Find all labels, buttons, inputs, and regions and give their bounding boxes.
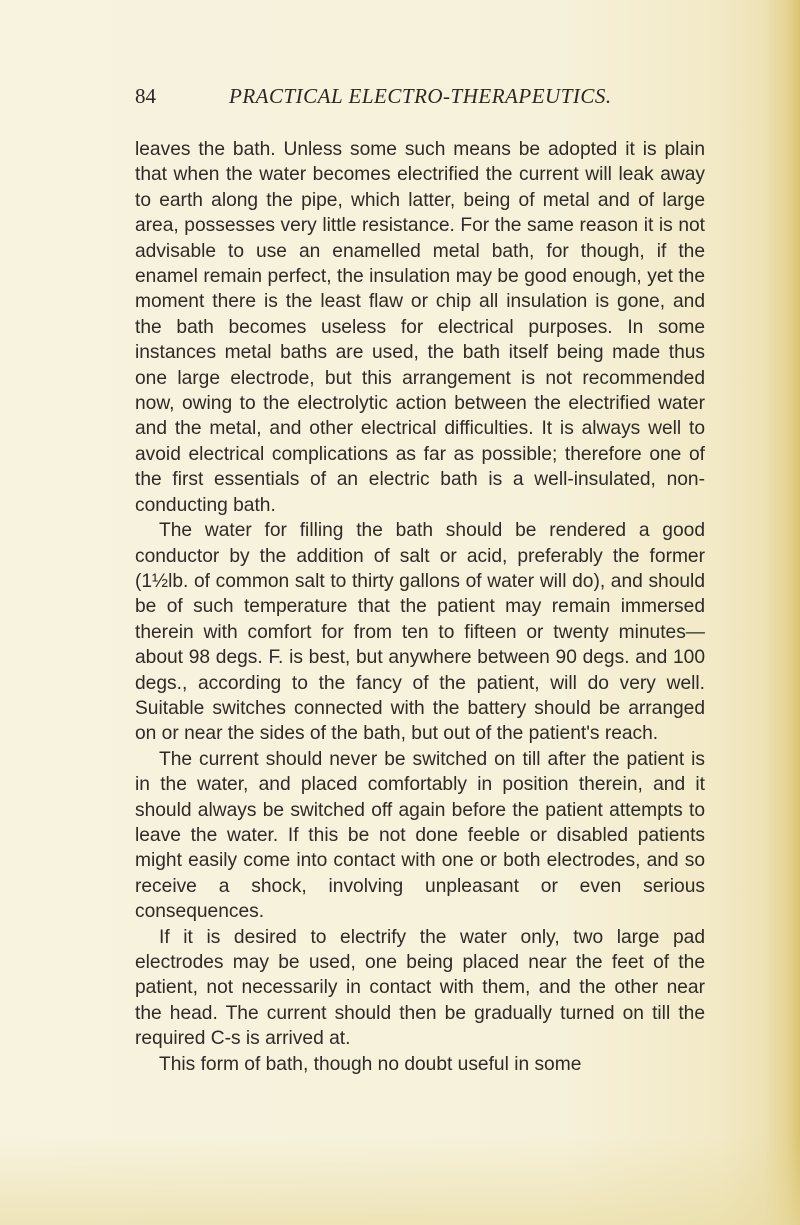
body-text xyxy=(135,137,705,1077)
paragraph-5: This form of bath, though no doubt useful in some xyxy=(159,1053,582,1075)
paragraph-3: The current should never be switched on till after the patient is in the water, and placed comfortably in position therein, and it should always be switched off again before the patient attempts to leave the water. If this be not done feeble or disabled patients might easily come into contact with one or both electrodes, and so receive a shock, involving unpleasant or even serious consequences. xyxy=(135,748,705,923)
page-number: 84 xyxy=(135,84,156,108)
paragraph-4: If it is desired to electrify the water only, two large pad electrodes may be used, one being placed near the feet of the patient, not necessarily in contact with them, and the other near the head. The current should then be gradually turned on till the required C-s is arrived at. xyxy=(135,926,705,1050)
page-bottom-shading xyxy=(0,1135,800,1225)
paragraph-2: The water for filling the bath should be rendered a good conductor by the addition of salt or acid, preferably the former (1½lb. of common salt to thirty gallons of water will do), and should be of such temperature that the patient may remain immersed therein with comfort for from ten to fifteen or twenty minutes—about 98 degs. F. is best, but anywhere between 90 degs. and 100 degs., according to the fancy of the patient, will do very well. Suitable switches connected with the battery should be arranged on or near the sides of the bath, but out of the patient's reach. xyxy=(135,520,705,745)
running-title: PRACTICAL ELECTRO-THERAPEUTICS. xyxy=(229,84,612,108)
page-edge-shading xyxy=(764,0,800,1225)
paragraph-1: leaves the bath. Unless some such means be adopted it is plain that when the water becomes electrified the current will leak away to earth along the pipe, which latter, being of metal and of large area, possesses very little resistance. For the same reason it is not advisable to use an enamelled metal bath, for though, if the enamel remain perfect, the insulation may be good enough, yet the moment there is the least flaw or chip all insulation is gone, and the bath becomes useless for electrical purposes. In some instances metal baths are used, the bath itself being made thus one large electrode, but this arrangement is not recommended now, owing to the electrolytic action between the electrified water and the metal, and other electrical difficulties. It is always well to avoid electrical complications as far as possible; therefore one of the first essentials of an electric bath is a well-insulated, non-conducting bath. xyxy=(135,139,705,516)
running-header xyxy=(135,84,695,114)
